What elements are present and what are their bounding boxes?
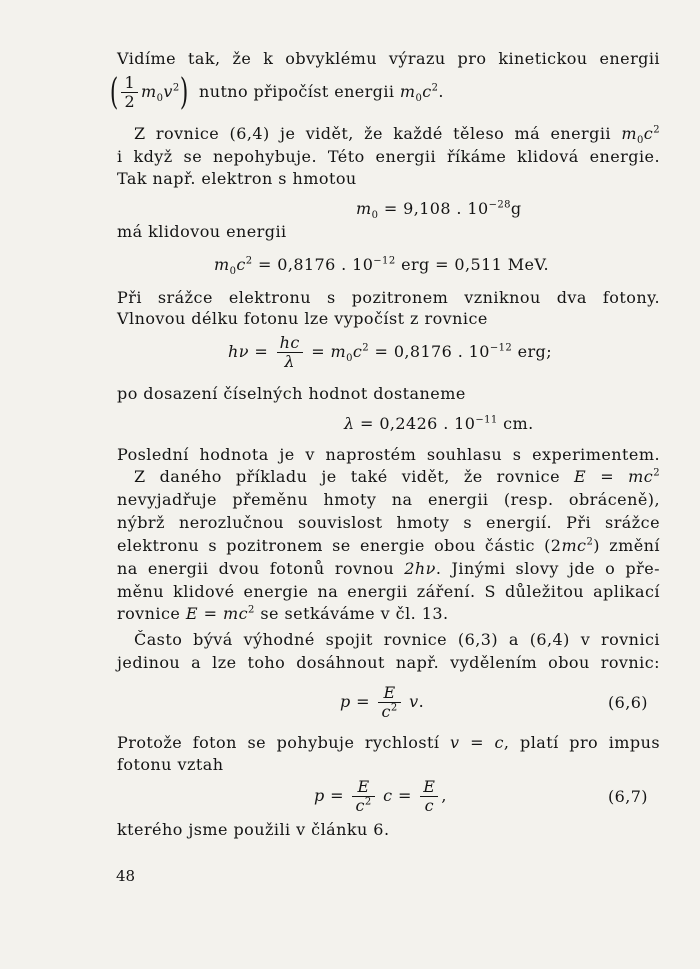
kinetic-energy-expression: ( $\frac{1}{2}$ $m_0v^2$) nutno připočíst energii $m_0c^2$. — [109, 71, 444, 113]
light-speed-symbol: c — [352, 342, 363, 361]
light-speed-symbol: c — [643, 124, 654, 143]
text-line-20-text: Protože foton se pohybuje rychlostí — [117, 733, 440, 752]
momentum-symbol: p — [340, 692, 351, 711]
electron-mass-formula — [356, 198, 522, 220]
photon-value: = 0,8176 . 10 — [374, 342, 490, 361]
mass-symbol: m — [356, 199, 372, 218]
text-line-1: Vidíme tak, že k obvyklému výrazu pro kinetickou energii — [117, 49, 660, 68]
text-line-3 — [134, 123, 660, 145]
square-exponent: 2 — [390, 702, 398, 714]
equals-sign: = — [311, 342, 326, 361]
equals-sign: = — [203, 604, 218, 623]
velocity-symbol: v — [163, 82, 173, 101]
equation-number-6-7: (6,7) — [608, 787, 648, 806]
square-exponent: 2 — [172, 82, 180, 94]
text-line-12: nevyjadřuje přeměnu hmoty na energii (resp. obráceně), — [117, 490, 660, 509]
hc-numerator: hc — [277, 334, 303, 353]
mass-unit: g — [510, 199, 522, 218]
mass-symbol: m — [141, 82, 157, 101]
photon-unit: erg; — [517, 342, 552, 361]
mass-symbol: m — [399, 82, 416, 101]
momentum-symbol: p — [314, 786, 325, 805]
mass-value: = 9,108 . 10 — [383, 199, 489, 218]
text-line-11 — [134, 466, 660, 488]
equals-sign: = — [356, 692, 370, 711]
square-exponent: 2 — [653, 124, 660, 136]
wavelength-value: = 0,2426 . 10 — [360, 414, 476, 433]
momentum-formula-6-6: p = $\frac{E}{c^2}$ v. — [340, 683, 425, 721]
text-line-4: i když se nepohybuje. Této energii říkáme klidová energie. — [117, 147, 660, 166]
two-photon-energy: 2hν — [404, 559, 436, 578]
mass-symbol: m — [621, 124, 637, 143]
text-line-15-tail: . Jinými slovy jde o pře- — [435, 559, 660, 578]
text-line-6: má klidovou energii — [117, 222, 287, 241]
square-exponent: 2 — [364, 796, 372, 808]
text-line-19: jedinou a lze toho dosáhnout např. vydělením obou rovnic: — [117, 653, 660, 672]
mc-symbol: mc — [561, 536, 587, 555]
light-speed-symbol: c — [422, 82, 432, 101]
wavelength-unit: cm. — [503, 414, 534, 433]
subscript-zero: 0 — [346, 353, 353, 365]
wavelength-formula — [344, 413, 534, 435]
photon-energy-formula — [228, 334, 552, 371]
velocity-symbol: v — [450, 733, 460, 752]
text-line-20-tail: , platí pro impus — [503, 733, 660, 752]
text-line-22: kterého jsme použili v článku 6. — [117, 820, 390, 839]
square-exponent: 2 — [653, 467, 660, 479]
energy-value: = 0,8176 . 10 — [257, 255, 374, 274]
text-line-9: po dosazení číselných hodnot dostaneme — [117, 384, 466, 403]
light-speed-denominator: c — [381, 702, 391, 721]
energy-symbol: E — [574, 467, 587, 486]
mc-symbol: mc — [222, 604, 249, 623]
page-number: 48 — [116, 867, 136, 885]
mass-symbol: m — [330, 342, 347, 361]
photon-energy-symbol: hν — [228, 342, 249, 361]
energy-numerator: E — [378, 684, 400, 703]
subscript-zero: 0 — [636, 135, 644, 147]
subscript-zero: 0 — [371, 210, 379, 222]
text-line-7: Při srážce elektronu s pozitronem vzniknou dva fotony. — [117, 288, 660, 307]
text-line-17-tail: se setkáváme v čl. 13. — [260, 604, 449, 623]
mass-exponent: −28 — [488, 199, 511, 211]
text-line-10: Poslední hodnota je v naprostém souhlasu s experimentem. — [117, 445, 660, 464]
square-exponent: 2 — [362, 342, 370, 354]
square-exponent: 2 — [245, 255, 253, 267]
subscript-zero: 0 — [229, 266, 237, 278]
subscript-zero: 0 — [156, 93, 164, 105]
text-line-16: měnu klidové energie na energii záření. S důležitou aplikací — [117, 582, 660, 601]
half-numerator: 1 — [121, 74, 138, 93]
text-line-18: Často bývá výhodné spojit rovnice (6,3) a (6,4) v rovnici — [134, 630, 660, 649]
text-line-13: nýbrž nerozlučnou souvislost hmoty s energií. Při srážce — [117, 513, 660, 532]
energy-exponent: −12 — [373, 255, 396, 267]
equals-sign: = — [600, 467, 615, 486]
text-line-14 — [117, 535, 660, 557]
text-line-15-text: na energii dvou fotonů rovnou — [117, 559, 395, 578]
text-line-15 — [117, 558, 660, 580]
light-speed-symbol: c — [494, 733, 504, 752]
square-exponent: 2 — [248, 604, 255, 616]
text-line-2: nutno připočíst energii — [199, 82, 395, 101]
photon-exponent: −12 — [489, 342, 513, 354]
text-line-14-text: elektronu s pozitronem se energie obou částic (2 — [117, 536, 562, 555]
light-speed-denominator: c — [424, 796, 435, 815]
half-denominator: 2 — [124, 92, 136, 111]
velocity-symbol: v — [409, 692, 419, 711]
energy-numerator: E — [420, 778, 438, 797]
subscript-zero: 0 — [415, 93, 423, 105]
energy-unit: erg = 0,511 MeV. — [401, 255, 550, 274]
equation-number-6-6: (6,6) — [608, 693, 648, 712]
light-speed-denominator: c — [355, 796, 365, 815]
equals-sign: = — [330, 786, 344, 805]
equals-sign: = — [397, 786, 412, 805]
equals-sign: = — [254, 342, 269, 361]
text-line-21: fotonu vztah — [117, 755, 224, 774]
square-exponent: 2 — [431, 82, 439, 94]
lambda-symbol: λ — [344, 414, 355, 433]
light-speed-symbol: c — [236, 255, 246, 274]
mass-symbol: m — [214, 255, 230, 274]
text-line-5: Tak např. elektron s hmotou — [117, 169, 357, 188]
text-line-17-text: rovnice — [117, 604, 181, 623]
text-line-17 — [117, 603, 660, 625]
text-line-14-tail: ) změní — [593, 536, 660, 555]
momentum-formula-6-7: p = $\frac{E}{c^2}$ c = $\frac{E}{c}$ , — [314, 777, 447, 815]
wavelength-exponent: −11 — [475, 414, 498, 426]
energy-numerator: E — [352, 778, 374, 797]
lambda-denominator: λ — [284, 352, 295, 371]
equals-sign: = — [470, 733, 484, 752]
text-line-11-text: Z daného příkladu je také vidět, že rovnice — [134, 467, 560, 486]
text-line-8: Vlnovou délku fotonu lze vypočíst z rovnice — [117, 309, 488, 328]
rest-energy-formula — [214, 254, 549, 276]
square-exponent: 2 — [586, 536, 594, 548]
light-speed-symbol: c — [383, 786, 393, 805]
energy-symbol: E — [185, 604, 199, 623]
mc-symbol: mc — [628, 467, 654, 486]
text-line-3-text: Z rovnice (6,4) je vidět, že každé těleso má energii — [134, 124, 611, 143]
text-line-20 — [117, 732, 660, 754]
